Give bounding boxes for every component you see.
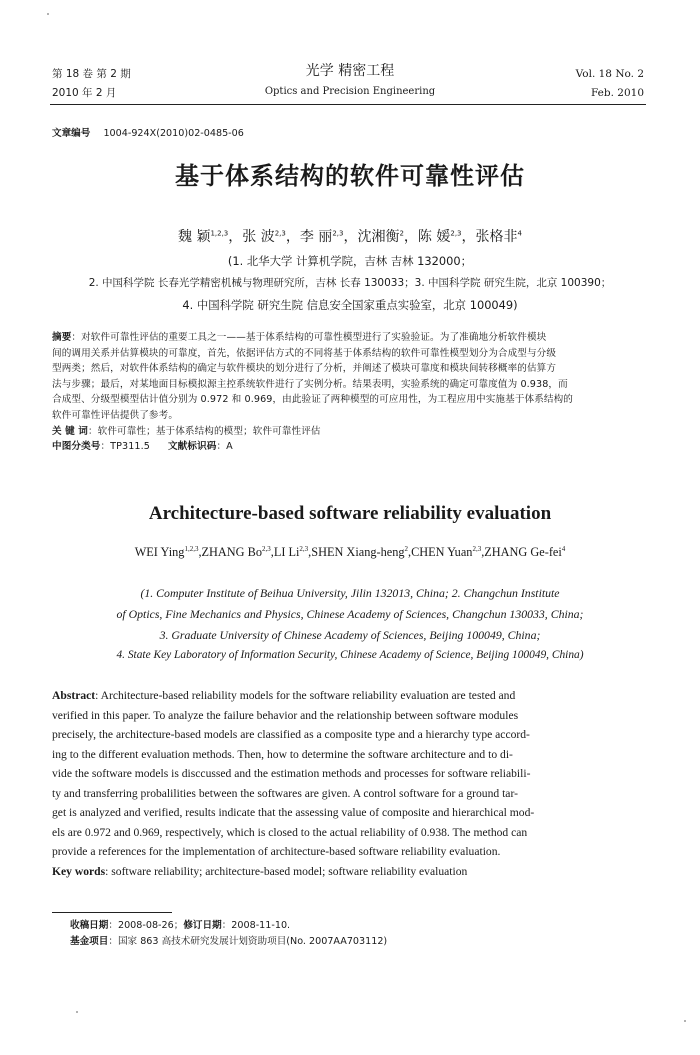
- article-id-label: 文章编号: [52, 128, 91, 139]
- keywords-en: Key words: software reliability; architecture-based model; software reliability evaluation: [52, 864, 468, 878]
- footnotes: [70, 918, 387, 950]
- abstract-cn: [52, 330, 652, 455]
- header-rule: [50, 104, 646, 105]
- classification-cn: 中图分类号：TP311.5 文献标识码：A: [52, 441, 233, 453]
- scan-speck: [76, 1011, 78, 1013]
- author-cn: 沈湘衡$^2$: [357, 229, 404, 245]
- abstract-en-line: precisely, the architecture-based models are classified as a composite type and a hierarchy type accord-: [52, 728, 530, 741]
- scan-speck: [684, 1020, 686, 1022]
- footnote-funding: 基金项目：国家 863 高技术研究发展计划资助项目(No. 2007AA703112): [70, 936, 388, 947]
- author-cn: 张格非$^4$: [475, 229, 522, 245]
- abstract-en-line: ing to the different evaluation methods. Then, how to determine the software architecture and to di-: [52, 747, 513, 761]
- author-en: ZHANG Ge-fei$^4$: [484, 544, 566, 559]
- affiliation-en-line: of Optics, Fine Mechanics and Physics, Chinese Academy of Sciences, Changchun 130033, China;: [116, 607, 584, 621]
- author-en: ZHANG Bo$^{2,3}$: [201, 544, 271, 559]
- date-en: Feb. 2010: [590, 87, 644, 99]
- abstract-en-line: get is analyzed and verified, results indicate that the assessing value of composite and hierarchical mod-: [52, 806, 535, 819]
- abstract-cn-line: 法与步骤；最后，对某地面目标模拟源主控系统软件进行了实例分析。结果表明，实验系统的确定可靠度值为 0.938，而: [52, 378, 568, 390]
- affiliation-en-line: 4. State Key Laboratory of Information Security, Chinese Academy of Science, Beijing 100049, China): [116, 649, 584, 661]
- author-cn: 李 丽$^{2,3}$: [299, 229, 344, 245]
- journal-title-cn: 光学 精密工程: [305, 63, 395, 79]
- affiliation-en-line: 3. Graduate University of Chinese Academy of Sciences, Beijing 100049, China;: [159, 628, 541, 642]
- abstract-en: [52, 686, 652, 881]
- abstract-cn-line: ：对软件可靠性评估的重要工具之一——基于体系结构的可靠性模型进行了实验验证。为了准确地分析软件模块: [71, 332, 547, 343]
- keywords-cn: 关 键 词：软件可靠性；基于体系结构的模型；软件可靠性评估: [52, 425, 321, 437]
- title-cn: 基于体系结构的软件可靠性评估: [175, 162, 525, 190]
- author-en: SHEN Xiang-heng$^2$: [311, 544, 408, 559]
- author-en: LI Li$^{2,3}$: [273, 544, 309, 559]
- abstract-en-line: : Architecture-based reliability models for the software reliability evaluation are tested and: [95, 689, 516, 702]
- abstract-en-line: vide the software models is disccussed and the estimation methods and processes for software reliabili-: [52, 767, 531, 780]
- abstract-cn-line: 型两类；然后，对软件体系结构的确定与软件模块的划分进行了分析，并阐述了模块可靠度和模块间转移概率的估算方: [52, 363, 557, 375]
- author-cn: 魏 颖$^{1,2,3}$: [178, 229, 229, 245]
- date-cn: 2010 年 2 月: [52, 87, 117, 99]
- abstract-en-line: els are 0.972 and 0.969, respectively, which is closed to the actual reliability of 0.938. The method can: [52, 825, 528, 839]
- article-id: [52, 125, 244, 139]
- affiliation-cn-line: 2. 中国科学院 长春光学精密机械与物理研究所，吉林 长春 130033；3. 中国科学院 研究生院，北京 100390；: [88, 277, 612, 289]
- abstract-cn-label: 摘要: [52, 332, 72, 343]
- volume-issue-en: Vol. 18 No. 2: [575, 68, 644, 80]
- abstract-cn-line: 合成型、分级型模型估计值分别为 0.972 和 0.969，由此验证了两种模型的可应用性，为工程应用中实施基于体系结构的: [52, 394, 573, 406]
- title-en: Architecture-based software reliability evaluation: [148, 503, 552, 524]
- affiliation-cn-line: (1. 北华大学 计算机学院，吉林 吉林 132000；: [227, 254, 473, 268]
- article-id-value: 1004-924X(2010)02-0485-06: [103, 128, 244, 139]
- abstract-en-line: ty and transferring probalilities between the softwares are given. A control software for a ground tar-: [52, 786, 518, 800]
- authors-cn: 魏 颖$^{1,2,3}$，张 波$^{2,3}$，李 丽$^{2,3}$，沈湘衡$^2$，陈 媛$^{2,3}$，张格非$^4$: [178, 229, 522, 245]
- affiliation-cn-line: 4. 中国科学院 研究生院 信息安全国家重点实验室，北京 100049): [182, 298, 518, 312]
- abstract-en-line: verified in this paper. To analyze the failure behavior and the relationship between software modules: [52, 708, 519, 722]
- footnote-dates: 收稿日期：2008-08-26；修订日期：2008-11-10.: [70, 920, 291, 931]
- abstract-en-label: Abstract: [52, 689, 96, 702]
- affiliation-en-line: (1. Computer Institute of Beihua University, Jilin 132013, China; 2. Changchun Institute: [140, 586, 560, 600]
- authors-en: WEI Ying$^{1,2,3}$,ZHANG Bo$^{2,3}$,LI Li$^{2,3}$,SHEN Xiang-heng$^2$,CHEN Yuan$^{2,3}$,ZHANG Ge-fei$^4$: [134, 544, 566, 559]
- journal-title-en: Optics and Precision Engineering: [264, 86, 436, 97]
- abstract-cn-line: 软件可靠性评估提供了参考。: [52, 409, 179, 421]
- author-cn: 张 波$^{2,3}$: [242, 229, 286, 245]
- abstract-cn-line: 间的调用关系并估算模块的可靠度，首先，依据评估方式的不同将基于体系结构的软件可靠性模型划分为合成型与分级: [52, 347, 557, 359]
- abstract-en-line: provide a references for the implementation of architecture-based software reliability evaluation.: [52, 845, 501, 858]
- author-cn: 陈 媛$^{2,3}$: [417, 229, 462, 245]
- scan-speck: [47, 13, 49, 15]
- author-en: WEI Ying$^{1,2,3}$: [134, 544, 199, 559]
- author-en: CHEN Yuan$^{2,3}$: [411, 544, 482, 559]
- footnote-rule: [52, 912, 172, 913]
- volume-issue-cn: 第 18 卷 第 2 期: [52, 68, 131, 80]
